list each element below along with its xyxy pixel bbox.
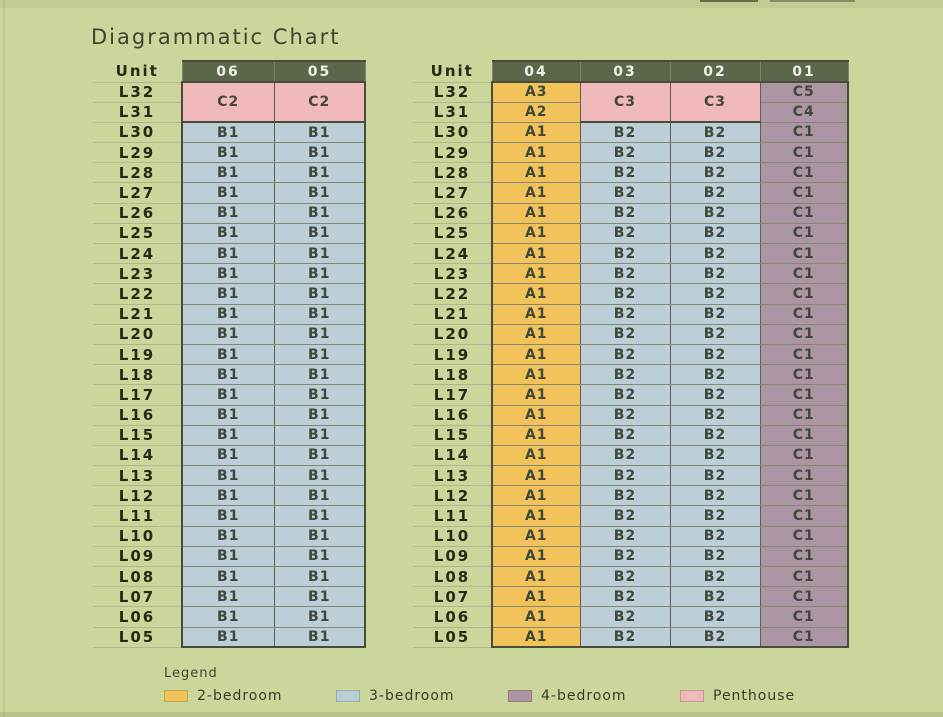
unit-cell-L25-02: B2	[670, 223, 760, 243]
unit-cell-L05-01: C1	[760, 627, 848, 647]
floor-label-L27: L27	[93, 183, 182, 203]
floor-label-L16: L16	[413, 405, 492, 425]
floor-label-L13: L13	[413, 466, 492, 486]
unit-cell-L12-06: B1	[182, 486, 274, 506]
page-title: Diagrammatic Chart	[91, 25, 341, 49]
unit-cell-L25-03: B2	[580, 223, 670, 243]
floor-label-L24: L24	[413, 244, 492, 264]
legend	[164, 666, 852, 704]
unit-cell-L25-01: C1	[760, 223, 848, 243]
unit-cell-L15-05: B1	[274, 425, 365, 445]
unit-cell-L17-04: A1	[492, 385, 580, 405]
unit-cell-L29-04: A1	[492, 143, 580, 163]
unit-cell-L12-05: B1	[274, 486, 365, 506]
unit-cell-L28-04: A1	[492, 163, 580, 183]
floor-label-L13: L13	[93, 466, 182, 486]
unit-cell-L29-02: B2	[670, 143, 760, 163]
unit-cell-L13-02: B2	[670, 466, 760, 486]
unit-cell-L21-05: B1	[274, 304, 365, 324]
legend-swatch-2-bedroom	[164, 690, 188, 702]
unit-cell-L26-01: C1	[760, 203, 848, 223]
unit-cell-L16-02: B2	[670, 405, 760, 425]
unit-cell-L20-01: C1	[760, 324, 848, 344]
unit-cell-L05-02: B2	[670, 627, 760, 647]
unit-cell-L12-01: C1	[760, 486, 848, 506]
floor-label-L05: L05	[413, 627, 492, 647]
column-header-04: 04	[492, 61, 580, 82]
unit-cell-L20-04: A1	[492, 324, 580, 344]
unit-cell-L06-04: A1	[492, 607, 580, 627]
floor-label-L22: L22	[93, 284, 182, 304]
unit-cell-L26-05: B1	[274, 203, 365, 223]
unit-cell-L28-03: B2	[580, 163, 670, 183]
unit-cell-L29-03: B2	[580, 143, 670, 163]
unit-cell-L23-06: B1	[182, 264, 274, 284]
unit-cell-L21-01: C1	[760, 304, 848, 324]
unit-cell-L22-01: C1	[760, 284, 848, 304]
unit-cell-L12-04: A1	[492, 486, 580, 506]
column-header-03: 03	[580, 61, 670, 82]
column-header-02: 02	[670, 61, 760, 82]
unit-cell-L15-03: B2	[580, 425, 670, 445]
unit-cell-L08-05: B1	[274, 567, 365, 587]
floor-label-L25: L25	[413, 223, 492, 243]
unit-cell-L18-04: A1	[492, 365, 580, 385]
unit-cell-L30-01: C1	[760, 122, 848, 142]
floor-label-L06: L06	[93, 607, 182, 627]
unit-cell-L10-01: C1	[760, 526, 848, 546]
unit-cell-L08-06: B1	[182, 567, 274, 587]
unit-cell-L19-02: B2	[670, 344, 760, 364]
legend-label: 4-bedroom	[541, 688, 627, 704]
unit-cell-L21-03: B2	[580, 304, 670, 324]
floor-label-L31: L31	[413, 102, 492, 122]
floor-label-L24: L24	[93, 244, 182, 264]
unit-cell-L05-03: B2	[580, 627, 670, 647]
unit-cell-L28-06: B1	[182, 163, 274, 183]
unit-cell-L17-03: B2	[580, 385, 670, 405]
floor-label-L05: L05	[93, 627, 182, 647]
unit-cell-L20-06: B1	[182, 324, 274, 344]
unit-cell-L23-03: B2	[580, 264, 670, 284]
unit-cell-L32-01: C5	[760, 82, 848, 102]
unit-cell-L23-01: C1	[760, 264, 848, 284]
legend-item-3-bedroom	[336, 688, 508, 704]
unit-cell-L30-02: B2	[670, 122, 760, 142]
floor-label-L12: L12	[93, 486, 182, 506]
legend-item-4-bedroom	[508, 688, 680, 704]
unit-cell-L24-03: B2	[580, 244, 670, 264]
unit-cell-L25-04: A1	[492, 223, 580, 243]
unit-cell-L31-04: A2	[492, 102, 580, 122]
unit-cell-L23-05: B1	[274, 264, 365, 284]
unit-header: Unit	[413, 61, 492, 82]
unit-cell-L10-03: B2	[580, 526, 670, 546]
unit-cell-L13-03: B2	[580, 466, 670, 486]
unit-cell-L11-04: A1	[492, 506, 580, 526]
floor-label-L29: L29	[93, 143, 182, 163]
unit-cell-L27-04: A1	[492, 183, 580, 203]
unit-cell-L09-02: B2	[670, 546, 760, 566]
unit-cell-L15-06: B1	[182, 425, 274, 445]
unit-cell-L17-05: B1	[274, 385, 365, 405]
unit-cell-L20-05: B1	[274, 324, 365, 344]
column-header-06: 06	[182, 61, 274, 82]
unit-cell-L28-01: C1	[760, 163, 848, 183]
unit-cell-L06-03: B2	[580, 607, 670, 627]
floor-label-L09: L09	[93, 546, 182, 566]
unit-cell-L06-01: C1	[760, 607, 848, 627]
unit-cell-L27-06: B1	[182, 183, 274, 203]
legend-label: 3-bedroom	[369, 688, 455, 704]
unit-cell-L29-01: C1	[760, 143, 848, 163]
unit-cell-L24-01: C1	[760, 244, 848, 264]
unit-cell-L17-06: B1	[182, 385, 274, 405]
scan-edge-left	[3, 0, 5, 717]
unit-cell-L18-01: C1	[760, 365, 848, 385]
unit-cell-L09-03: B2	[580, 546, 670, 566]
unit-cell-L14-05: B1	[274, 445, 365, 465]
unit-cell-L07-02: B2	[670, 587, 760, 607]
floor-label-L16: L16	[93, 405, 182, 425]
unit-cell-L14-02: B2	[670, 445, 760, 465]
unit-cell-L07-04: A1	[492, 587, 580, 607]
floor-label-L28: L28	[93, 163, 182, 183]
floor-label-L14: L14	[93, 445, 182, 465]
unit-cell-L11-01: C1	[760, 506, 848, 526]
unit-cell-L07-05: B1	[274, 587, 365, 607]
floor-label-L15: L15	[93, 425, 182, 445]
unit-cell-L27-01: C1	[760, 183, 848, 203]
unit-cell-L08-02: B2	[670, 567, 760, 587]
unit-cell-L22-06: B1	[182, 284, 274, 304]
unit-cell-L32-02: C3	[670, 82, 760, 122]
unit-cell-L07-01: C1	[760, 587, 848, 607]
floor-label-L12: L12	[413, 486, 492, 506]
unit-cell-L22-04: A1	[492, 284, 580, 304]
floor-label-L22: L22	[413, 284, 492, 304]
unit-cell-L14-01: C1	[760, 445, 848, 465]
unit-cell-L08-03: B2	[580, 567, 670, 587]
floor-label-L14: L14	[413, 445, 492, 465]
floor-label-L23: L23	[413, 264, 492, 284]
floor-label-L27: L27	[413, 183, 492, 203]
floor-label-L30: L30	[93, 122, 182, 142]
unit-cell-L24-02: B2	[670, 244, 760, 264]
unit-cell-L10-04: A1	[492, 526, 580, 546]
unit-cell-L16-06: B1	[182, 405, 274, 425]
unit-cell-L28-05: B1	[274, 163, 365, 183]
unit-cell-L13-06: B1	[182, 466, 274, 486]
floor-label-L07: L07	[93, 587, 182, 607]
unit-cell-L09-01: C1	[760, 546, 848, 566]
floor-label-L15: L15	[413, 425, 492, 445]
unit-cell-L18-06: B1	[182, 365, 274, 385]
unit-cell-L17-02: B2	[670, 385, 760, 405]
unit-cell-L19-04: A1	[492, 344, 580, 364]
unit-cell-L18-02: B2	[670, 365, 760, 385]
unit-cell-L19-03: B2	[580, 344, 670, 364]
unit-cell-L20-02: B2	[670, 324, 760, 344]
unit-cell-L21-04: A1	[492, 304, 580, 324]
unit-cell-L18-03: B2	[580, 365, 670, 385]
unit-cell-L32-04: A3	[492, 82, 580, 102]
floor-label-L09: L09	[413, 546, 492, 566]
unit-cell-L32-03: C3	[580, 82, 670, 122]
unit-cell-L11-06: B1	[182, 506, 274, 526]
unit-cell-L21-06: B1	[182, 304, 274, 324]
unit-cell-L29-06: B1	[182, 143, 274, 163]
unit-cell-L13-01: C1	[760, 466, 848, 486]
column-header-05: 05	[274, 61, 365, 82]
legend-items	[164, 688, 852, 704]
unit-cell-L09-04: A1	[492, 546, 580, 566]
unit-cell-L26-03: B2	[580, 203, 670, 223]
unit-cell-L28-02: B2	[670, 163, 760, 183]
floor-label-L10: L10	[413, 526, 492, 546]
unit-cell-L07-03: B2	[580, 587, 670, 607]
unit-cell-L06-05: B1	[274, 607, 365, 627]
unit-cell-L14-04: A1	[492, 445, 580, 465]
unit-cell-L15-02: B2	[670, 425, 760, 445]
unit-cell-L30-06: B1	[182, 122, 274, 142]
unit-cell-L11-02: B2	[670, 506, 760, 526]
unit-cell-L16-01: C1	[760, 405, 848, 425]
unit-cell-L22-03: B2	[580, 284, 670, 304]
unit-cell-L10-06: B1	[182, 526, 274, 546]
unit-cell-L26-02: B2	[670, 203, 760, 223]
unit-cell-L31-01: C4	[760, 102, 848, 122]
scan-edge-bottom	[0, 712, 943, 717]
floor-label-L32: L32	[413, 82, 492, 102]
floor-label-L31: L31	[93, 102, 182, 122]
unit-header: Unit	[93, 61, 182, 82]
floor-label-L06: L06	[413, 607, 492, 627]
unit-cell-L18-05: B1	[274, 365, 365, 385]
floor-label-L19: L19	[93, 344, 182, 364]
unit-cell-L27-03: B2	[580, 183, 670, 203]
unit-cell-L30-04: A1	[492, 122, 580, 142]
unit-cell-L14-06: B1	[182, 445, 274, 465]
unit-cell-L15-04: A1	[492, 425, 580, 445]
floor-label-L18: L18	[93, 365, 182, 385]
floor-label-L28: L28	[413, 163, 492, 183]
floor-label-L20: L20	[413, 324, 492, 344]
unit-cell-L11-05: B1	[274, 506, 365, 526]
unit-cell-L29-05: B1	[274, 143, 365, 163]
unit-cell-L08-04: A1	[492, 567, 580, 587]
unit-cell-L08-01: C1	[760, 567, 848, 587]
legend-swatch-4-bedroom	[508, 690, 532, 702]
unit-cell-L15-01: C1	[760, 425, 848, 445]
floor-label-L18: L18	[413, 365, 492, 385]
unit-cell-L20-03: B2	[580, 324, 670, 344]
floor-label-L10: L10	[93, 526, 182, 546]
floor-label-L30: L30	[413, 122, 492, 142]
unit-cell-L07-06: B1	[182, 587, 274, 607]
unit-cell-L16-04: A1	[492, 405, 580, 425]
unit-cell-L19-06: B1	[182, 344, 274, 364]
unit-cell-L25-06: B1	[182, 223, 274, 243]
unit-cell-L05-06: B1	[182, 627, 274, 647]
unit-cell-L23-02: B2	[670, 264, 760, 284]
unit-table-right	[413, 60, 849, 648]
legend-item-penthouse	[680, 688, 852, 704]
unit-cell-L22-05: B1	[274, 284, 365, 304]
unit-cell-L30-05: B1	[274, 122, 365, 142]
unit-cell-L19-01: C1	[760, 344, 848, 364]
floor-label-L07: L07	[413, 587, 492, 607]
legend-item-2-bedroom	[164, 688, 336, 704]
scan-artifact	[770, 0, 855, 2]
unit-cell-L05-05: B1	[274, 627, 365, 647]
floor-label-L17: L17	[413, 385, 492, 405]
unit-cell-L26-04: A1	[492, 203, 580, 223]
floor-label-L11: L11	[413, 506, 492, 526]
unit-cell-L32-05: C2	[274, 82, 365, 122]
floor-label-L11: L11	[93, 506, 182, 526]
unit-cell-L06-02: B2	[670, 607, 760, 627]
unit-cell-L10-02: B2	[670, 526, 760, 546]
unit-cell-L27-02: B2	[670, 183, 760, 203]
unit-cell-L21-02: B2	[670, 304, 760, 324]
floor-label-L17: L17	[93, 385, 182, 405]
unit-cell-L05-04: A1	[492, 627, 580, 647]
unit-cell-L16-05: B1	[274, 405, 365, 425]
unit-cell-L11-03: B2	[580, 506, 670, 526]
unit-cell-L32-06: C2	[182, 82, 274, 122]
unit-cell-L19-05: B1	[274, 344, 365, 364]
unit-cell-L25-05: B1	[274, 223, 365, 243]
unit-cell-L13-04: A1	[492, 466, 580, 486]
unit-cell-L22-02: B2	[670, 284, 760, 304]
floor-label-L25: L25	[93, 223, 182, 243]
floor-label-L26: L26	[93, 203, 182, 223]
unit-cell-L24-04: A1	[492, 244, 580, 264]
column-header-01: 01	[760, 61, 848, 82]
unit-cell-L23-04: A1	[492, 264, 580, 284]
legend-label: Penthouse	[713, 688, 796, 704]
unit-cell-L10-05: B1	[274, 526, 365, 546]
scan-artifact	[700, 0, 758, 2]
unit-cell-L13-05: B1	[274, 466, 365, 486]
unit-cell-L14-03: B2	[580, 445, 670, 465]
legend-swatch-3-bedroom	[336, 690, 360, 702]
floor-label-L26: L26	[413, 203, 492, 223]
unit-cell-L17-01: C1	[760, 385, 848, 405]
floor-label-L20: L20	[93, 324, 182, 344]
floor-label-L23: L23	[93, 264, 182, 284]
legend-swatch-penthouse	[680, 690, 704, 702]
floor-label-L08: L08	[93, 567, 182, 587]
floor-label-L21: L21	[413, 304, 492, 324]
unit-cell-L27-05: B1	[274, 183, 365, 203]
floor-label-L29: L29	[413, 143, 492, 163]
unit-cell-L12-02: B2	[670, 486, 760, 506]
unit-table-left	[93, 60, 366, 648]
unit-cell-L24-06: B1	[182, 244, 274, 264]
unit-cell-L26-06: B1	[182, 203, 274, 223]
unit-cell-L24-05: B1	[274, 244, 365, 264]
legend-label: 2-bedroom	[197, 688, 283, 704]
floor-label-L32: L32	[93, 82, 182, 102]
unit-cell-L09-06: B1	[182, 546, 274, 566]
unit-cell-L12-03: B2	[580, 486, 670, 506]
floor-label-L21: L21	[93, 304, 182, 324]
unit-cell-L30-03: B2	[580, 122, 670, 142]
floor-label-L08: L08	[413, 567, 492, 587]
floor-label-L19: L19	[413, 344, 492, 364]
unit-cell-L16-03: B2	[580, 405, 670, 425]
unit-cell-L06-06: B1	[182, 607, 274, 627]
legend-title: Legend	[164, 666, 218, 681]
unit-cell-L09-05: B1	[274, 546, 365, 566]
